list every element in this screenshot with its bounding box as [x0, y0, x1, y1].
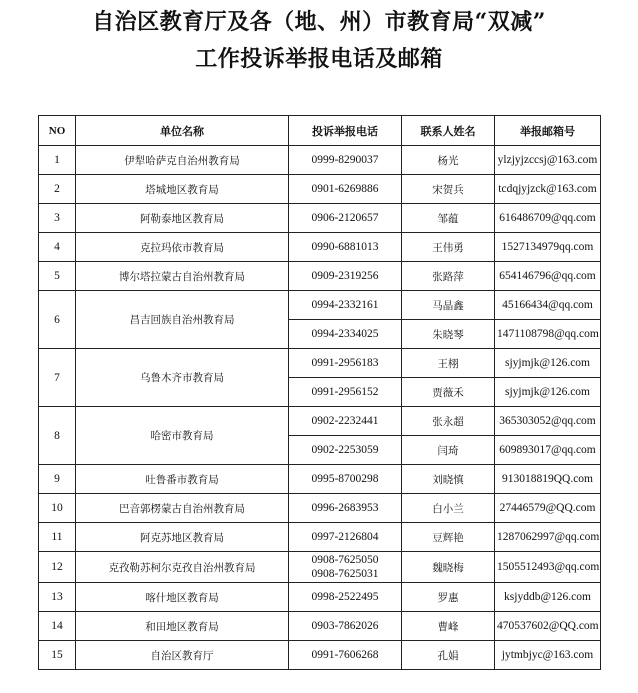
column-header-contact: 联系人姓名: [402, 116, 495, 146]
cell-email: 45166434@qq.com: [495, 291, 601, 320]
cell-unit-name: 吐鲁番市教育局: [76, 465, 289, 494]
cell-email: sjyjmjk@126.com: [495, 378, 601, 407]
cell-no: 3: [39, 204, 76, 233]
table-row: [39, 523, 601, 552]
cell-email: ylzjyjzccsj@163.com: [495, 146, 601, 175]
cell-phone: 0991-7606268: [289, 641, 402, 670]
cell-no: 6: [39, 291, 76, 349]
cell-phone: 0991-2956152: [289, 378, 402, 407]
table-row: [39, 465, 601, 494]
cell-phone: 0902-2253059: [289, 436, 402, 465]
cell-unit-name: 乌鲁木齐市教育局: [76, 349, 289, 407]
cell-contact-name: 豆辉艳: [402, 523, 495, 552]
table-row: [39, 583, 601, 612]
cell-phone: 0991-2956183: [289, 349, 402, 378]
cell-no: 10: [39, 494, 76, 523]
cell-email: jytmbjyc@163.com: [495, 641, 601, 670]
cell-unit-name: 阿勒泰地区教育局: [76, 204, 289, 233]
cell-unit-name: 自治区教育厅: [76, 641, 289, 670]
cell-phone: 0995-8700298: [289, 465, 402, 494]
document-title-line-2: 工作投诉举报电话及邮箱: [195, 46, 443, 72]
cell-unit-name: 巴音郭楞蒙古自治州教育局: [76, 494, 289, 523]
column-header-email: 举报邮箱号: [495, 116, 601, 146]
cell-email: ksjyddb@126.com: [495, 583, 601, 612]
cell-contact-name: 王伟勇: [402, 233, 495, 262]
cell-email: 1471108798@qq.com: [495, 320, 601, 349]
cell-contact-name: 白小兰: [402, 494, 495, 523]
cell-phone: 0999-8290037: [289, 146, 402, 175]
cell-no: 14: [39, 612, 76, 641]
table-row: [39, 262, 601, 291]
cell-email: sjyjmjk@126.com: [495, 349, 601, 378]
cell-no: 7: [39, 349, 76, 407]
cell-contact-name: 杨光: [402, 146, 495, 175]
cell-no: 15: [39, 641, 76, 670]
cell-contact-name: 孔娟: [402, 641, 495, 670]
table-header-row: [39, 116, 601, 146]
cell-unit-name: 哈密市教育局: [76, 407, 289, 465]
document-title-line-1: 自治区教育厅及各（地、州）市教育局“双减”: [92, 9, 546, 35]
cell-unit-name: 和田地区教育局: [76, 612, 289, 641]
cell-no: 13: [39, 583, 76, 612]
cell-phone: 0996-2683953: [289, 494, 402, 523]
cell-contact-name: 曹峰: [402, 612, 495, 641]
cell-no: 2: [39, 175, 76, 204]
cell-email: 654146796@qq.com: [495, 262, 601, 291]
cell-email: 1287062997@qq.com: [495, 523, 601, 552]
table-row: [39, 552, 601, 583]
table-body: [39, 146, 601, 670]
phone-number: 0908-7625050: [311, 554, 379, 566]
cell-contact-name: 罗惠: [402, 583, 495, 612]
cell-phone: 0909-2319256: [289, 262, 402, 291]
cell-contact-name: 贾薇禾: [402, 378, 495, 407]
cell-email: 913018819QQ.com: [495, 465, 601, 494]
cell-contact-name: 马晶鑫: [402, 291, 495, 320]
cell-phone: 0902-2232441: [289, 407, 402, 436]
cell-phone: 0903-7862026: [289, 612, 402, 641]
cell-phone: 0997-2126804: [289, 523, 402, 552]
table-row: [39, 204, 601, 233]
cell-unit-name: 昌吉回族自治州教育局: [76, 291, 289, 349]
cell-no: 9: [39, 465, 76, 494]
cell-contact-name: 闫琦: [402, 436, 495, 465]
cell-no: 8: [39, 407, 76, 465]
cell-contact-name: 刘晓慎: [402, 465, 495, 494]
cell-contact-name: 宋贺兵: [402, 175, 495, 204]
table-row: [39, 349, 601, 378]
cell-unit-name: 阿克苏地区教育局: [76, 523, 289, 552]
table-row: [39, 146, 601, 175]
cell-phone: 0901-6269886: [289, 175, 402, 204]
cell-no: 4: [39, 233, 76, 262]
cell-phone: 0990-6881013: [289, 233, 402, 262]
cell-contact-name: 张路萍: [402, 262, 495, 291]
cell-no: 5: [39, 262, 76, 291]
table-row: [39, 494, 601, 523]
cell-phone: 0994-2332161: [289, 291, 402, 320]
cell-email: 616486709@qq.com: [495, 204, 601, 233]
cell-contact-name: 朱晓琴: [402, 320, 495, 349]
table-row: [39, 291, 601, 320]
cell-phone: 0906-2120657: [289, 204, 402, 233]
contacts-table: [38, 115, 601, 670]
column-header-unit: 单位名称: [76, 116, 289, 146]
table-row: [39, 175, 601, 204]
cell-contact-name: 张永超: [402, 407, 495, 436]
table-row: [39, 407, 601, 436]
cell-phone: 0998-2522495: [289, 583, 402, 612]
cell-unit-name: 克拉玛依市教育局: [76, 233, 289, 262]
cell-unit-name: 博尔塔拉蒙古自治州教育局: [76, 262, 289, 291]
phone-number: 0908-7625031: [311, 568, 379, 580]
column-header-phone: 投诉举报电话: [289, 116, 402, 146]
cell-no: 11: [39, 523, 76, 552]
cell-no: 12: [39, 552, 76, 583]
cell-email: tcdqjyjzck@163.com: [495, 175, 601, 204]
cell-phone: 0994-2334025: [289, 320, 402, 349]
cell-unit-name: 克孜勒苏柯尔克孜自治州教育局: [76, 552, 289, 583]
table-row: [39, 233, 601, 262]
cell-email: 27446579@QQ.com: [495, 494, 601, 523]
column-header-no: NO: [39, 116, 76, 146]
cell-phone: [289, 552, 402, 583]
cell-email: 1505512493@qq.com: [495, 552, 601, 583]
cell-no: 1: [39, 146, 76, 175]
cell-contact-name: 邹蕴: [402, 204, 495, 233]
cell-unit-name: 塔城地区教育局: [76, 175, 289, 204]
cell-email: 365303052@qq.com: [495, 407, 601, 436]
cell-contact-name: 魏晓梅: [402, 552, 495, 583]
table-row: [39, 641, 601, 670]
cell-contact-name: 王栩: [402, 349, 495, 378]
cell-unit-name: 喀什地区教育局: [76, 583, 289, 612]
cell-email: 1527134979qq.com: [495, 233, 601, 262]
table-row: [39, 612, 601, 641]
cell-unit-name: 伊犁哈萨克自治州教育局: [76, 146, 289, 175]
cell-email: 470537602@QQ.com: [495, 612, 601, 641]
cell-email: 609893017@qq.com: [495, 436, 601, 465]
